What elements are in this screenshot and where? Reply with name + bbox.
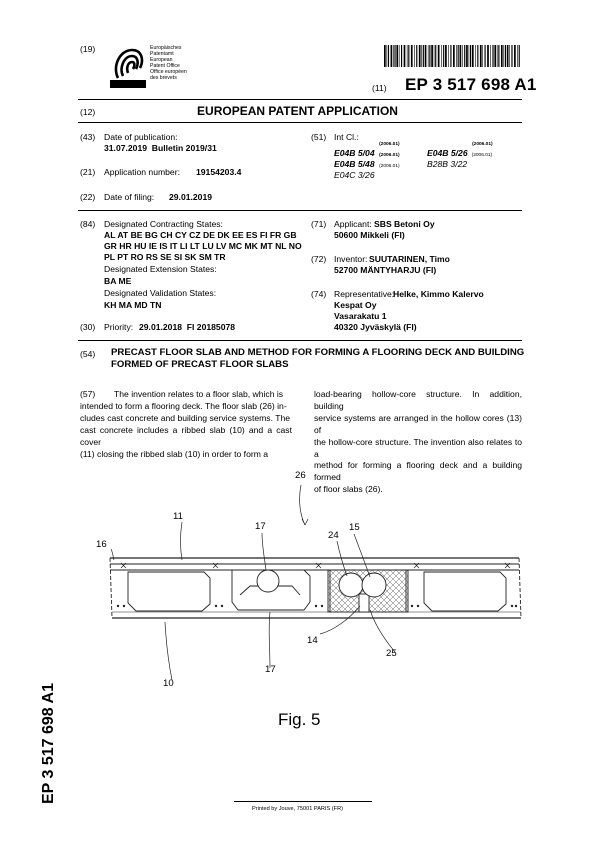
barcode: [384, 45, 521, 67]
code-57: (57): [80, 389, 96, 399]
ref-24: 24: [328, 530, 339, 541]
code-54: (54): [80, 349, 96, 359]
extension-states: BA ME: [104, 276, 132, 286]
code-51: (51): [311, 132, 327, 142]
code-84: (84): [80, 219, 96, 229]
contracting-states-line: GR HR HU IE IS IT LI LT LU LV MC MK MT NL NO: [104, 241, 302, 251]
contracting-states-line: AL AT BE BG CH CY CZ DE DK EE ES FI FR GB: [104, 230, 297, 240]
priority-label: Priority:: [104, 322, 134, 332]
ipc-class: E04C 3/26 $^{(2006.01)}$: [334, 164, 400, 180]
divider: [78, 99, 522, 100]
publication-date: 31.07.2019 Bulletin 2019/31: [104, 143, 217, 153]
code-43: (43): [80, 132, 96, 142]
abstract-line: method for forming a flooring deck and a building formed: [314, 460, 522, 483]
divider: [78, 210, 522, 211]
publication-number: EP 3 517 698 A1: [405, 75, 537, 94]
ref-14: 14: [307, 635, 318, 646]
representative-address-line: Vasarakatu 1: [334, 311, 387, 321]
abstract-line: cludes cast concrete and building service systems. The: [80, 412, 291, 423]
ref-17-bottom: 17: [265, 664, 276, 675]
representative-address-line: Kespat Oy: [334, 300, 377, 310]
filing-date: 29.01.2019: [169, 192, 213, 202]
code-74: (74): [311, 289, 327, 299]
representative-name: Helke, Kimmo Kalervo: [393, 289, 484, 299]
application-number-label: Application number:: [104, 167, 180, 177]
abstract-column-2: [314, 389, 522, 496]
ipc-label: Int Cl.:: [334, 132, 359, 142]
applicant-name: SBS Betoni Oy: [374, 219, 435, 229]
office-name-fr2: des brevets: [150, 75, 177, 81]
abstract-column-1: [80, 389, 292, 460]
slab-drawing: [110, 558, 521, 618]
contracting-states-label: Designated Contracting States:: [104, 219, 223, 229]
ref-15: 15: [349, 522, 360, 533]
ipc-class: B28B 3/22 $^{(2006.01)}$: [427, 153, 493, 169]
representative-label: Representative:: [334, 289, 395, 299]
office-names: [150, 45, 187, 81]
pipes: [257, 570, 386, 612]
title-line: FORMED OF PRECAST FLOOR SLABS: [111, 359, 289, 370]
code-30: (30): [80, 322, 96, 332]
ref-10: 10: [163, 678, 174, 689]
extension-states-label: Designated Extension States:: [104, 264, 217, 274]
validation-states: KH MA MD TN: [104, 300, 162, 310]
filing-date-label: Date of filing:: [104, 192, 155, 202]
abstract-line: The invention relates to a floor slab, which is: [114, 389, 284, 399]
office-name-fr1: Office européen: [150, 69, 187, 75]
code-22: (22): [80, 192, 96, 202]
inventor-name: SUUTARINEN, Timo: [369, 254, 450, 264]
office-name-en1: European: [150, 57, 173, 63]
ref-16: 16: [96, 539, 107, 550]
ref-11: 11: [173, 511, 183, 522]
printer-note: Printed by Jouve, 75001 PARIS (FR): [252, 806, 343, 812]
inventor-address: 52700 MÄNTYHARJU (FI): [334, 265, 437, 275]
footer-rule: [234, 801, 372, 802]
application-number: 19154203.4: [196, 167, 242, 177]
abstract-line: load-bearing hollow-core structure. In addition, building: [314, 389, 522, 411]
title-line: PRECAST FLOOR SLAB AND METHOD FOR FORMING A FLOORING DECK AND BUILDING: [111, 347, 525, 358]
applicant-label: Applicant:: [334, 219, 372, 229]
representative-address-line: 40320 Jyväskylä (FI): [334, 322, 417, 332]
code-12: (12): [80, 107, 96, 117]
side-publication-number: EP 3 517 698 A1: [40, 683, 57, 804]
abstract-line: cast concrete includes a ribbed slab (10) and a cast cover: [80, 424, 292, 447]
ref-25: 25: [386, 648, 397, 659]
publication-date-label: Date of publication:: [104, 132, 178, 142]
office-name-de2: Patentamt: [150, 51, 174, 57]
office-name-de1: Europäisches: [150, 45, 182, 51]
code-72: (72): [311, 254, 327, 264]
abstract-line: service systems are arranged in the hollow cores (13) of: [314, 412, 522, 435]
figure-caption: Fig. 5: [278, 710, 321, 729]
applicant-address: 50600 Mikkeli (FI): [334, 230, 405, 240]
epo-logo: [110, 42, 146, 88]
abstract-line: of floor slabs (26).: [314, 484, 383, 495]
ref-17-top: 17: [255, 521, 266, 532]
priority: 29.01.2018 FI 20185078: [139, 322, 236, 332]
ipc-class: E04B 5/26 $^{(2006.01)}$: [427, 142, 493, 158]
code-71: (71): [311, 219, 327, 229]
document-type: EUROPEAN PATENT APPLICATION: [197, 104, 398, 118]
reinforcement-marks: [121, 563, 510, 568]
code-21: (21): [80, 167, 96, 177]
validation-states-label: Designated Validation States:: [104, 288, 217, 298]
leader-lines: [111, 485, 395, 680]
divider: [78, 122, 522, 123]
abstract-line: the hollow-core structure. The invention also relates to a: [314, 436, 522, 459]
ref-26: 26: [295, 470, 306, 481]
code-19: (19): [80, 44, 96, 54]
contracting-states-line: PL PT RO RS SE SI SK SM TR: [104, 252, 226, 262]
abstract-line: (11) closing the ribbed slab (10) in order to form a: [80, 448, 269, 459]
office-name-en2: Patent Office: [150, 63, 180, 69]
abstract-line: intended to form a flooring deck. The floor slab (26) in-: [80, 400, 287, 411]
divider: [78, 340, 522, 341]
ipc-class: E04B 5/48 $^{(2006.01)}$: [334, 153, 400, 169]
rebar-dots: [117, 605, 517, 607]
code-11: (11): [372, 83, 387, 93]
inventor-label: Inventor:: [334, 254, 368, 264]
ipc-class: E04B 5/04 $^{(2006.01)}$: [334, 142, 400, 158]
invention-title: [111, 347, 524, 371]
